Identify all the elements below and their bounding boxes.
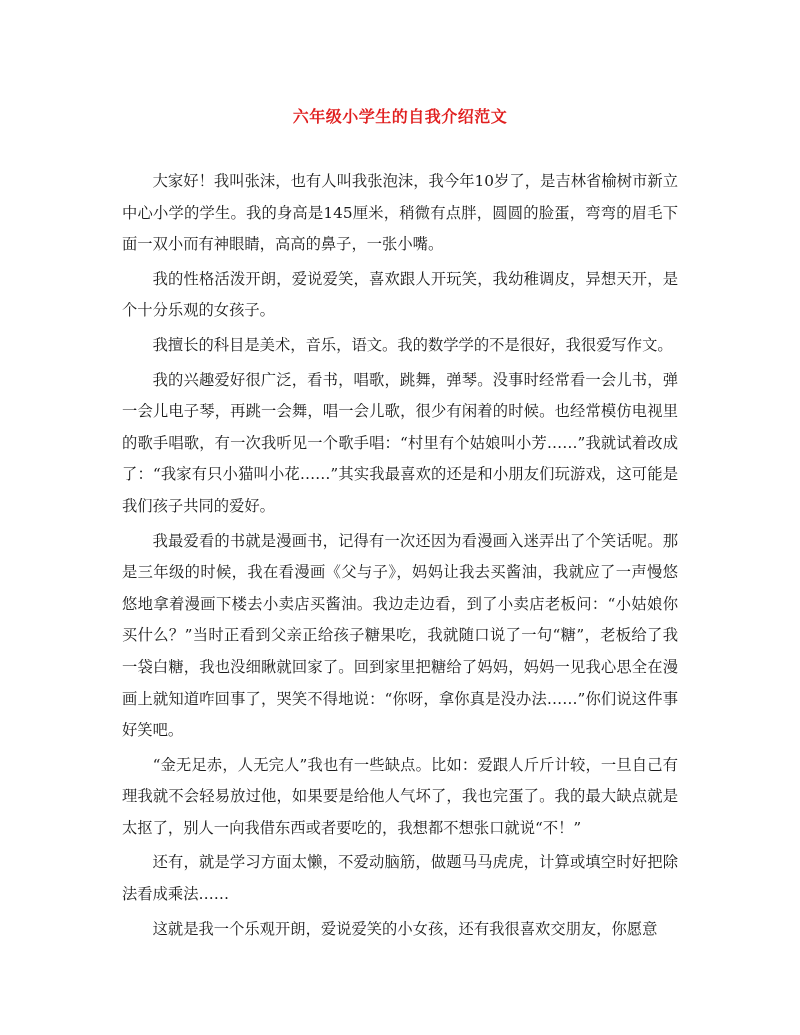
document-title: 六年级小学生的自我介绍范文 <box>292 107 508 126</box>
document-body <box>122 166 678 948</box>
paragraph-subjects: 我擅长的科目是美术，音乐，语文。我的数学学的不是很好，我很爱写作文。 <box>152 335 673 354</box>
paragraph-study-habits: 还有，就是学习方面太懒，不爱动脑筋，做题马马虎虎，计算或填空时好把除法看成乘法…… <box>122 853 678 904</box>
paragraph-comic-story: 我最爱看的书就是漫画书，记得有一次还因为看漫画入迷弄出了个笑话呢。那是三年级的时候，我在看漫画《父与子》，妈妈让我去买酱油，我就应了一声慢悠悠地拿着漫画下楼去小卖店买酱油。我边走边看，到了小卖店老板问：“小姑娘你买什么？”当时正看到父亲正给孩子糖果吃，我就随口说了一句“糖”，老板给了我一袋白糖，我也没细瞅就回家了。回到家里把糖给了妈妈，妈妈一见我心思全在漫画上就知道咋回事了，哭笑不得地说：“你呀，拿你真是没办法……”你们说这件事好笑吧。 <box>122 531 678 740</box>
paragraph-hobbies: 我的兴趣爱好很广泛，看书，唱歌，跳舞，弹琴。没事时经常看一会儿书，弹一会儿电子琴，再跳一会舞，唱一会儿歌，很少有闲着的时候。也经常模仿电视里的歌手唱歌，有一次我听见一个歌手唱：“村里有个姑娘叫小芳……”我就试着改成了：“我家有只小猫叫小花……”其实我最喜欢的还是和小朋友们玩游戏，这可能是我们孩子共同的爱好。 <box>122 370 678 515</box>
paragraph-introduction: 大家好！我叫张沫，也有人叫我张泡沫，我今年10岁了，是吉林省榆树市新立中心小学的学生。我的身高是145厘米，稍微有点胖，圆圆的脸蛋，弯弯的眉毛下面一双小而有神眼睛，高高的鼻子，一张小嘴。 <box>122 172 678 254</box>
paragraph-personality: 我的性格活泼开朗，爱说爱笑，喜欢跟人开玩笑，我幼稚调皮，异想天开，是个十分乐观的女孩子。 <box>122 269 678 320</box>
paragraph-closing: 这就是我一个乐观开朗，爱说爱笑的小女孩，还有我很喜欢交朋友，你愿意 <box>152 919 658 938</box>
paragraph-shortcomings: “金无足赤，人无完人”我也有一些缺点。比如：爱跟人斤斤计较，一旦自己有理我就不会轻易放过他，如果要是给他人气坏了，我也完蛋了。我的最大缺点就是太抠了，别人一向我借东西或者要吃的，我想都不想张口就说“不！” <box>122 755 678 837</box>
